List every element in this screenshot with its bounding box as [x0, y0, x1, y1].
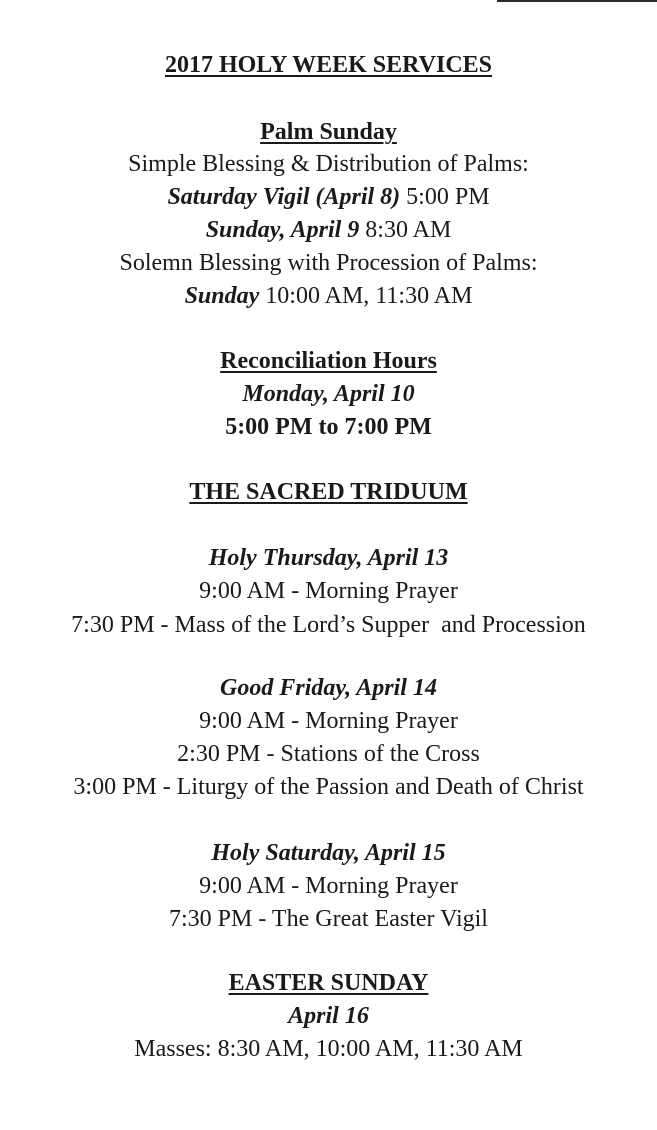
easter-date: April 16 — [288, 1003, 369, 1029]
easter-masses: Masses: 8:30 AM, 10:00 AM, 11:30 AM — [134, 1036, 523, 1062]
reconciliation-heading: Reconciliation Hours — [220, 348, 437, 374]
holy-saturday-day: Holy Saturday, April 15 — [211, 840, 446, 866]
scan-edge-line — [497, 0, 657, 2]
palm-sunday-morning-line — [0, 215, 657, 245]
good-friday-service: 2:30 PM - Stations of the Cross — [177, 741, 480, 767]
solemn-times-line — [0, 281, 657, 311]
saturday-vigil-line — [0, 182, 657, 212]
palm-sunday-heading: Palm Sunday — [260, 119, 397, 145]
palm-sunday-day: Sunday, April 9 — [205, 217, 360, 243]
saturday-vigil-time: 5:00 PM — [400, 184, 490, 210]
simple-blessing-line: Simple Blessing & Distribution of Palms: — [128, 151, 529, 177]
holy-thursday-service: 7:30 PM - Mass of the Lord’s Supper and Procession — [71, 612, 586, 638]
solemn-blessing-line: Solemn Blessing with Procession of Palms: — [119, 250, 538, 276]
solemn-day: Sunday — [184, 283, 260, 309]
saturday-vigil-day: Saturday Vigil (April 8) — [167, 184, 401, 210]
good-friday-service: 9:00 AM - Morning Prayer — [199, 708, 458, 734]
reconciliation-hours: 5:00 PM to 7:00 PM — [225, 414, 432, 440]
holy-thursday-day: Holy Thursday, April 13 — [208, 545, 449, 571]
triduum-heading: THE SACRED TRIDUUM — [189, 479, 468, 505]
good-friday-service: 3:00 PM - Liturgy of the Passion and Death of Christ — [73, 774, 584, 800]
easter-heading: EASTER SUNDAY — [228, 970, 429, 996]
holy-thursday-service: 9:00 AM - Morning Prayer — [199, 578, 458, 604]
reconciliation-day: Monday, April 10 — [242, 381, 415, 407]
holy-saturday-service: 9:00 AM - Morning Prayer — [199, 873, 458, 899]
good-friday-day: Good Friday, April 14 — [220, 675, 437, 701]
document-title: 2017 HOLY WEEK SERVICES — [164, 52, 493, 78]
palm-sunday-time: 8:30 AM — [359, 217, 452, 243]
holy-saturday-service: 7:30 PM - The Great Easter Vigil — [169, 906, 488, 932]
solemn-times: 10:00 AM, 11:30 AM — [259, 283, 473, 309]
